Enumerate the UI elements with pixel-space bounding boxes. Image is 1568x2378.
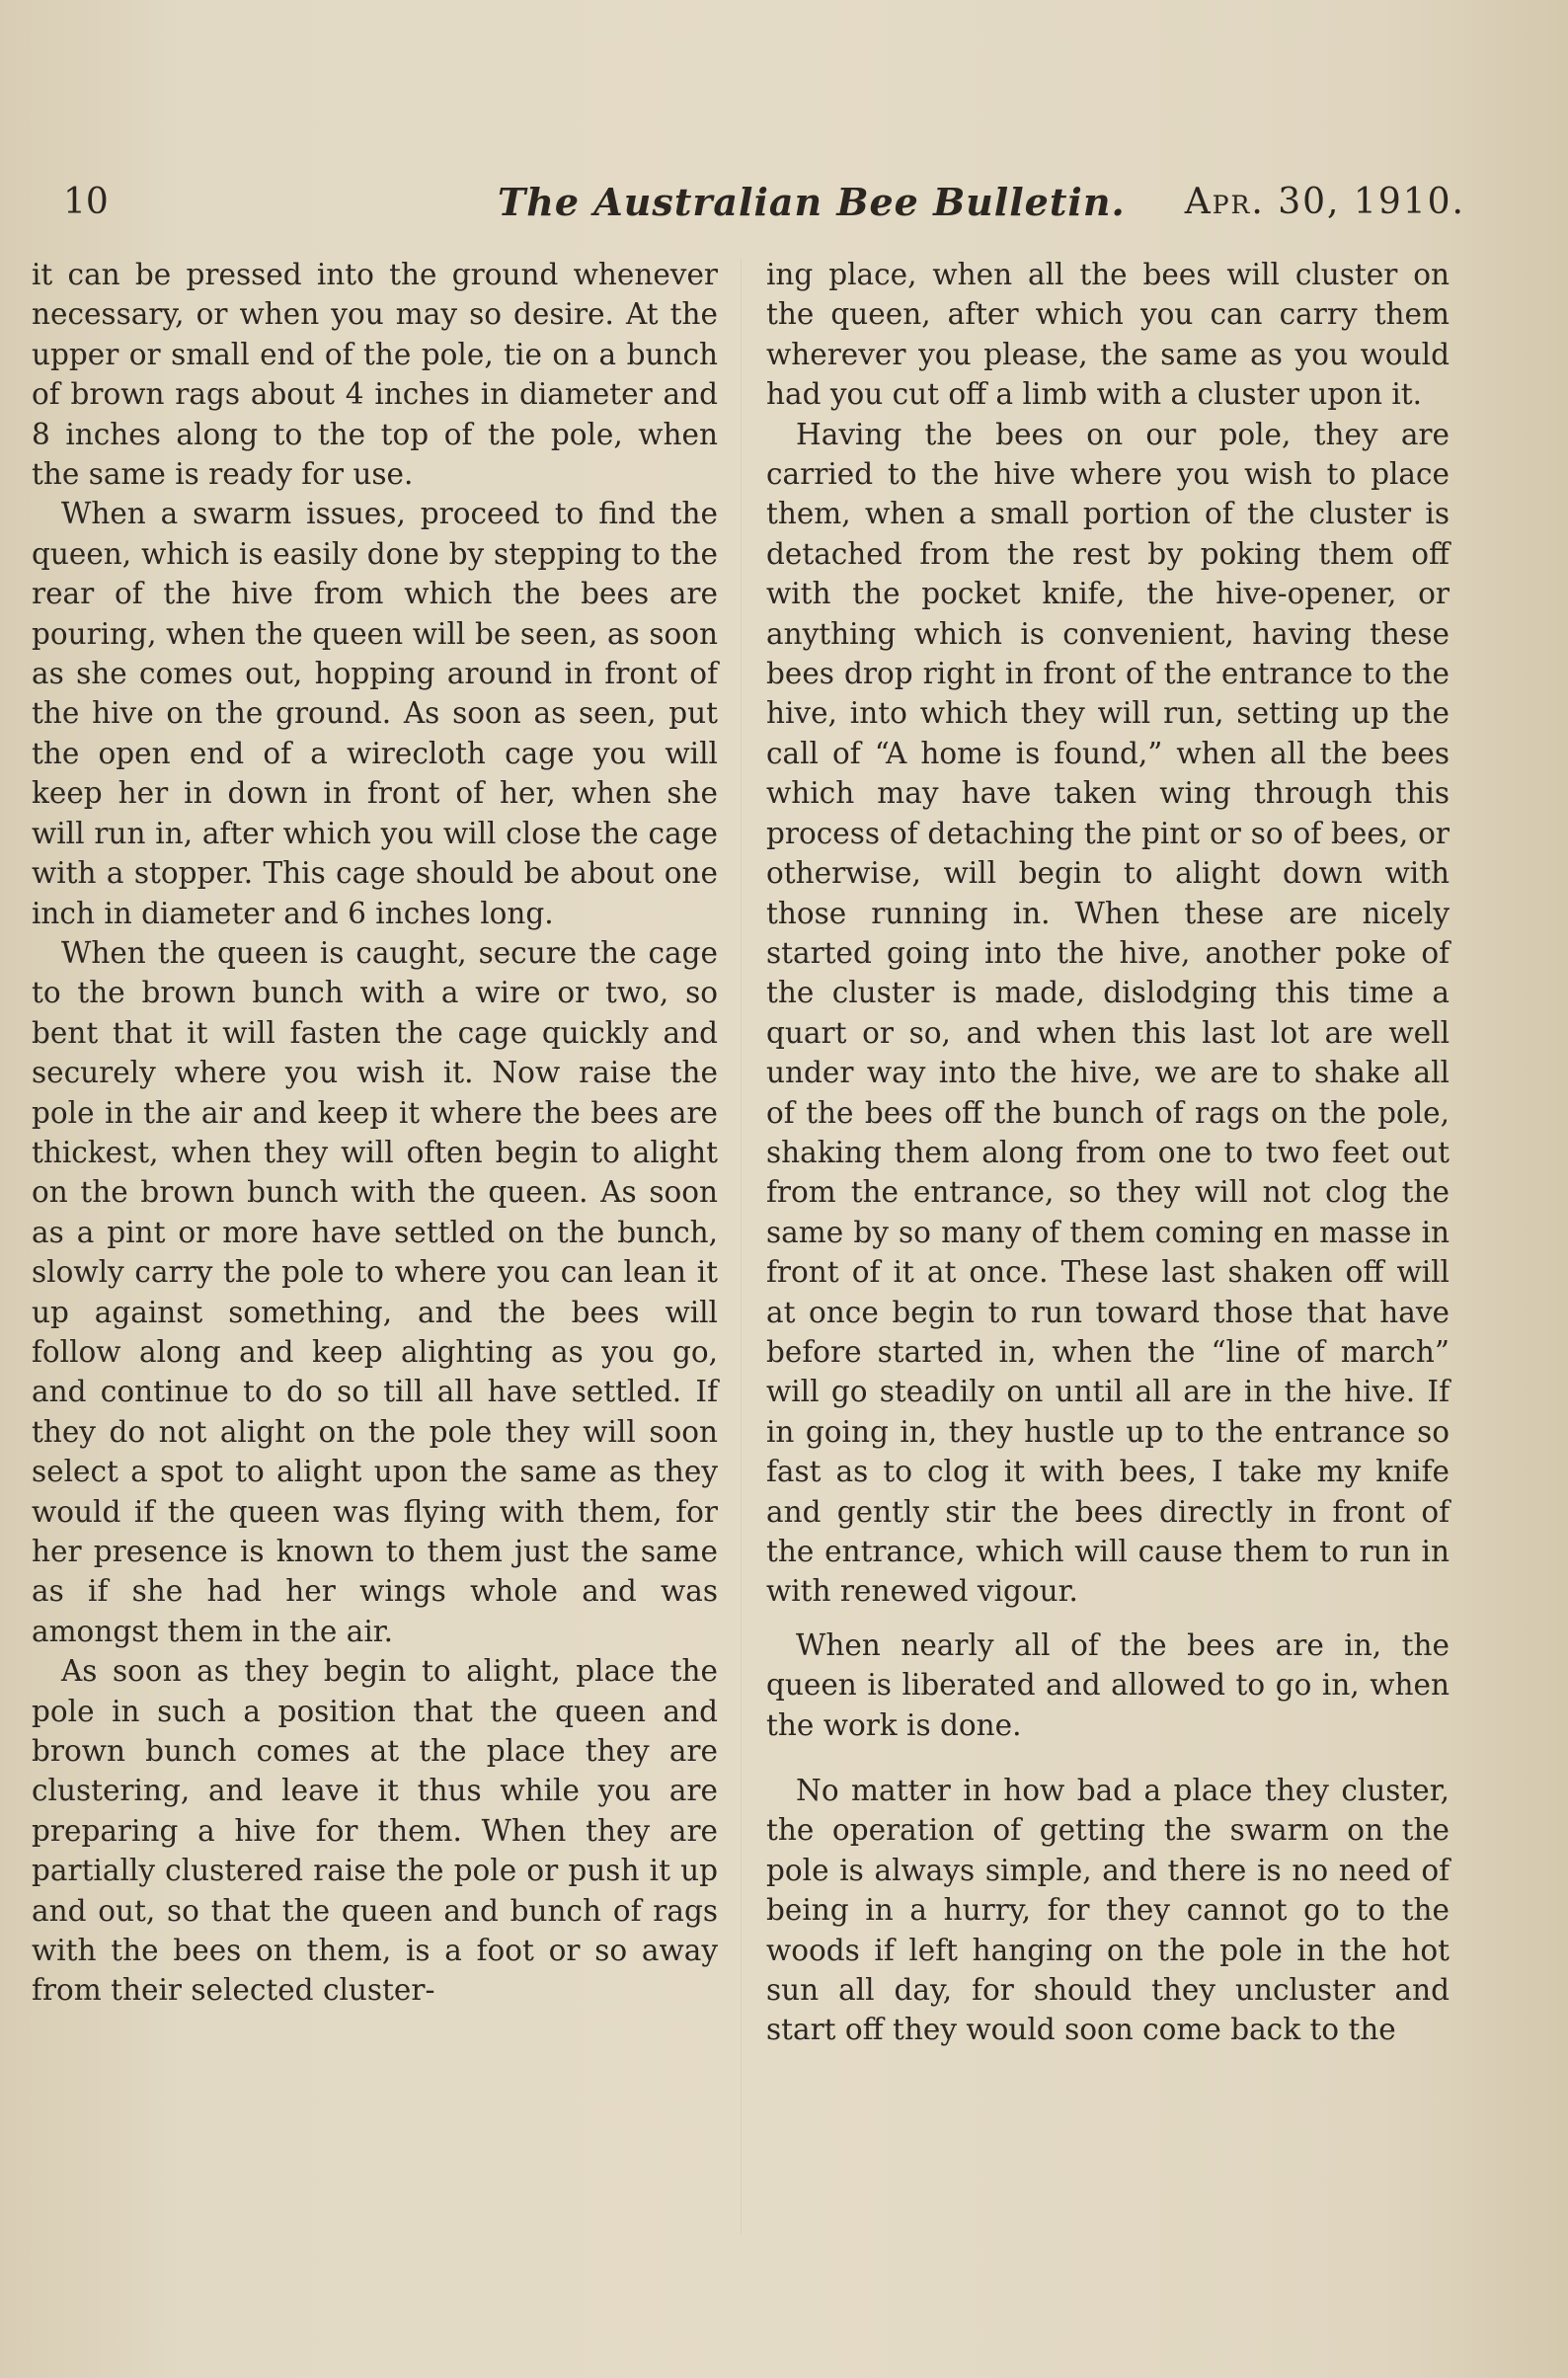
paragraph: When a swarm issues, proceed to find the queen, which is easily done by stepping to the rear of the hive from which the bees are pouring, when the queen will be seen, as soon as she comes out, hopping around in front of the hive on the ground. As soon as seen, put the open end of a wirecloth cage you will keep her in down in front of her, when she will run in, after which you will close the cage with a stopper. This cage should be about one inch in diameter and 6 inches long. [32,497,718,930]
right-column [766,255,1450,2050]
paragraph: ing place, when all the bees will cluster on the queen, after which you can carry them wherever you please, the same as you would had you cut off a limb with a cluster upon it. [766,258,1450,412]
left-column [32,255,718,2011]
page-number: 10 [63,182,109,222]
page-header [63,176,1465,235]
paragraph: When nearly all of the bees are in, the queen is liberated and allowed to go in, when the work is done. [766,1627,1450,1742]
paragraph: When the queen is caught, secure the cage to the brown bunch with a wire or two, so bent that it will fasten the cage quickly and securely where you wish it. Now raise the pole in the air and keep it where the bees are thickest, when they will often begin to alight on the brown bunch with the queen. As soon as a pint or more have settled on the bunch, slowly carry the pole to where you can lean it up against something, and the bees will follow along and keep alighting as you go, and continue to do so till all have settled. If they do not alight on the pole they will soon select a spot to alight upon the same as they would if the queen was flying with them, for her presence is known to them just the same as if she had her wings whole and was amongst them in the air. [32,935,718,1648]
paragraph: As soon as they begin to alight, place the pole in such a position that the queen and brown bunch comes at the place they are clustering, and leave it thus while you are preparing a hive for them. When they are partially clustered raise the pole or push it up and out, so that the queen and bunch of rags with the bees on them, is a foot or so away from their selected cluster- [32,1654,718,2008]
paragraph: Having the bees on our pole, they are carried to the hive where you wish to place them, when a small portion of the cluster is detached from the rest by poking them off with the pocket knife, the hive-opener, or anything which is convenient, having these bees drop right in front of the entrance to the hive, into which they will run, setting up the call of “A home is found,” when all the bees which may have taken wing through this process of detaching the pint or so of bees, or otherwise, will begin to alight down with those running in. When these are nicely started going into the hive, another poke of the cluster is made, dislodging this time a quart or so, and when this last lot are well under way into the hive, we are to shake all of the bees off the bunch of rags on the pole, shaking them along from one to two feet out from the entrance, so they will not clog the same by so many of them coming en masse in front of it at once. These last shaken off will at once begin to run toward those that have before started in, when the “line of march” will go steadily on until all are in the hive. If in going in, they hustle up to the entrance so fast as to clog it with bees, I take my knife and gently stir the bees directly in front of the entrance, which will cause them to run in with renewed vigour. [766,417,1450,1609]
paragraph: No matter in how bad a place they cluster, the operation of getting the swarm on the pole is always simple, and there is no need of being in a hurry, for they cannot go to the woods if left hanging on the pole in the hot sun all day, for should they uncluster and start off they would soon come back to the [766,1774,1450,2047]
paragraph: it can be pressed into the ground whenever necessary, or when you may so desire. At the upper or small end of the pole, tie on a bunch of brown rags about 4 inches in diameter and 8 inches along to the top of the pole, when the same is ready for use. [32,258,718,492]
issue-date: Apr. 30, 1910. [1184,182,1465,222]
column-divider [741,259,742,2234]
journal-title: The Australian Bee Bulletin. [498,180,1126,224]
